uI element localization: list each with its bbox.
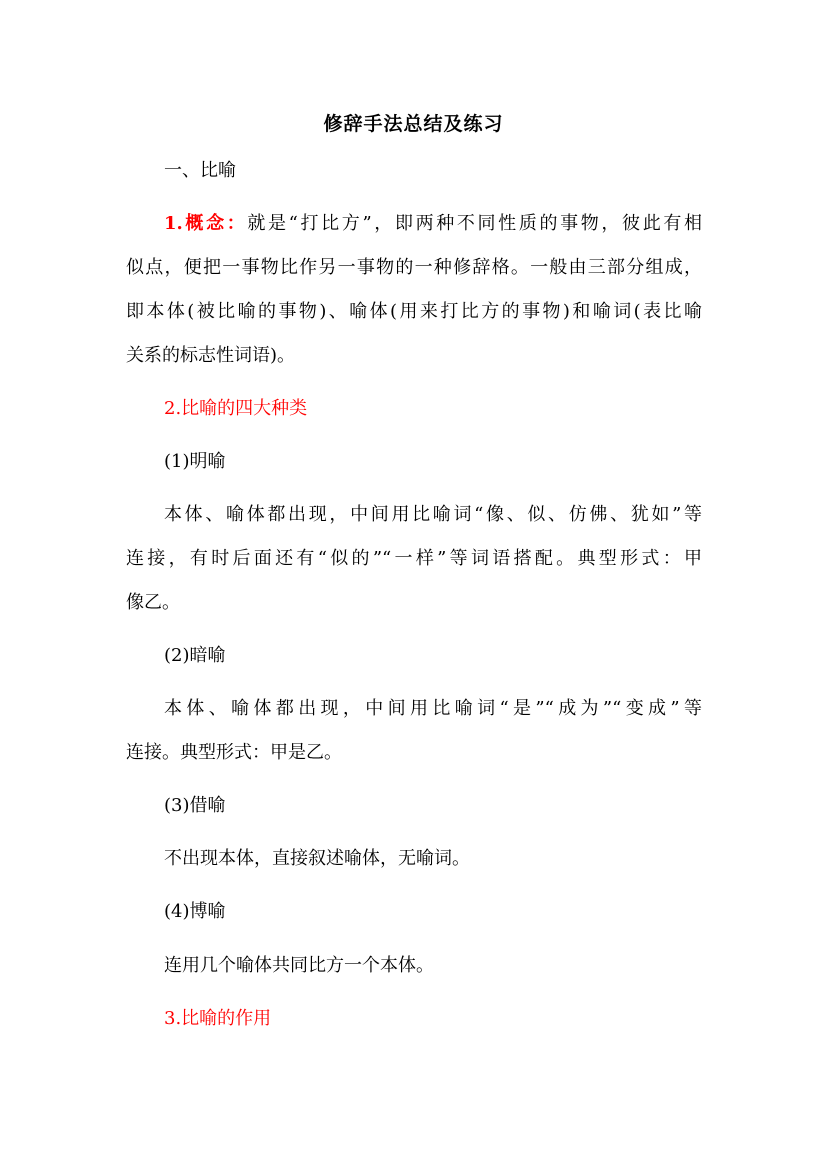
concept-line-2: 似点，便把一事物比作另一事物的一种修辞格。一般由三部分组成， [126, 257, 702, 278]
type-simile-desc-line-2: 连接，有时后面还有“似的”“一样”等词语搭配。典型形式：甲 [126, 548, 702, 569]
types-heading: 2.比喻的四大种类 [164, 398, 308, 419]
concept-line-1 [164, 211, 702, 237]
type-metaphor-desc-line-1: 本体、喻体都出现，中间用比喻词“是”“成为”“变成”等 [164, 698, 702, 719]
type-simile-desc-line-3: 像乙。 [126, 592, 180, 613]
function-heading: 3.比喻的作用 [164, 1008, 272, 1029]
concept-line-4: 关系的标志性词语)。 [126, 345, 296, 366]
section-heading: 一、比喻 [164, 160, 236, 181]
concept-label: 1.概念： [164, 213, 248, 234]
type-simile-name: (1)明喻 [164, 451, 226, 472]
concept-line-1-text: 就是“打比方”，即两种不同性质的事物，彼此有相 [247, 213, 702, 234]
type-multiple-name: (4)博喻 [164, 901, 226, 922]
type-substitution-name: (3)借喻 [164, 795, 226, 816]
type-metaphor-name: (2)暗喻 [164, 645, 226, 666]
type-metaphor-desc-line-2: 连接。典型形式：甲是乙。 [126, 742, 342, 763]
type-multiple-desc: 连用几个喻体共同比方一个本体。 [164, 955, 434, 976]
type-substitution-desc: 不出现本体，直接叙述喻体，无喻词。 [164, 848, 470, 869]
document-title: 修辞手法总结及练习 [323, 113, 504, 135]
type-simile-desc-line-1: 本体、喻体都出现，中间用比喻词“像、似、仿佛、犹如”等 [164, 504, 702, 525]
concept-line-3: 即本体(被比喻的事物)、喻体(用来打比方的事物)和喻词(表比喻 [126, 301, 702, 322]
